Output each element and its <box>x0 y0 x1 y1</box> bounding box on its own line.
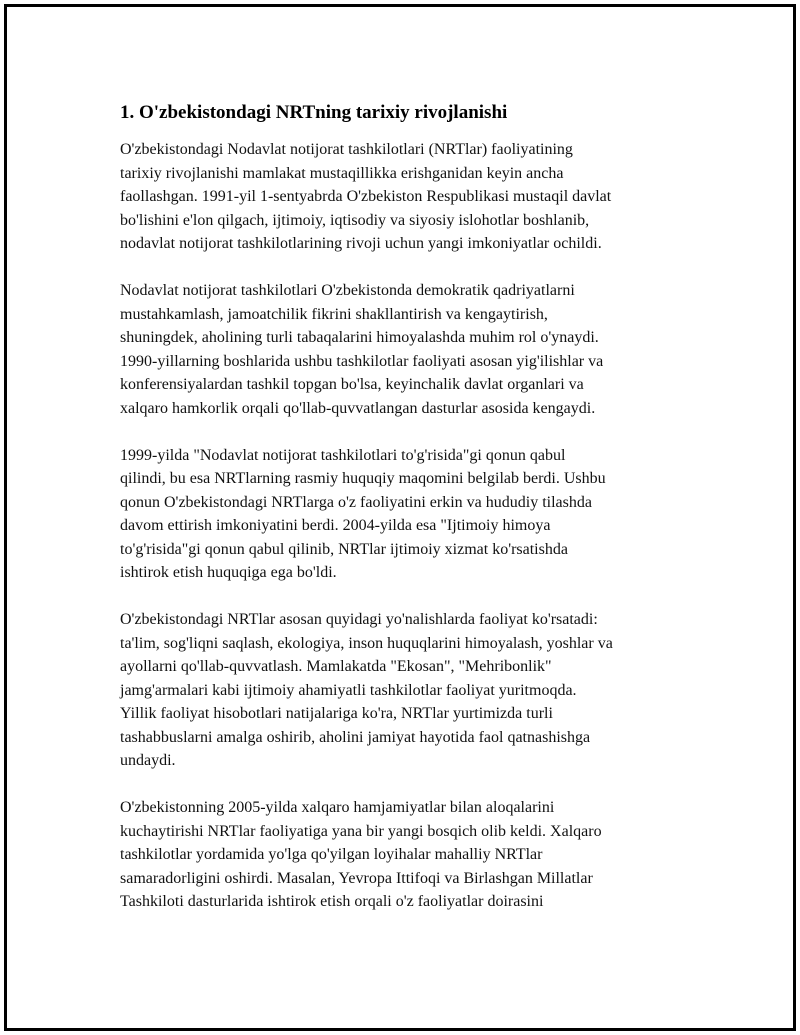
text-line: ayollarni qo'llab-quvvatlash. Mamlakatda "Ekosan", "Mehribonlik" <box>120 658 552 675</box>
text-line: 1990-yillarning boshlarida ushbu tashkilotlar faoliyati asosan yig'ilishlar va <box>120 352 604 370</box>
paragraph-2 <box>120 279 695 420</box>
paragraph-5 <box>120 796 695 914</box>
document-body <box>120 97 695 937</box>
text-line: qilindi, bu esa NRTlarning rasmiy huquqiy maqomini belgilab berdi. Ushbu <box>120 470 606 487</box>
paragraph-3 <box>120 444 695 585</box>
text-line: ishtirok etish huquqiga ega bo'ldi. <box>120 564 337 581</box>
text-line: faollashgan. 1991-yil 1-sentyabrda O'zbekiston Respublikasi mustaqil davlat <box>120 188 612 205</box>
text-line: mustahkamlash, jamoatchilik fikrini shakllantirish va kengaytirish, <box>120 305 548 323</box>
page-frame <box>4 4 796 1031</box>
text-line: samaradorligini oshirdi. Masalan, Yevropa Ittifoqi va Birlashgan Millatlar <box>120 869 593 887</box>
text-line: konferensiyalardan tashkil topgan bo'lsa, keyinchalik davlat organlari va <box>120 376 584 393</box>
text-line: tashkilotlar yordamida yo'lga qo'yilgan loyihalar mahalliy NRTlar <box>120 846 543 863</box>
text-line: tarixiy rivojlanishi mamlakat mustaqillikka erishganidan keyin ancha <box>120 164 564 182</box>
section-title: 1. O'zbekistondagi NRTning tarixiy rivojlanishi <box>120 102 508 123</box>
text-line: to'g'risida"gi qonun qabul qilinib, NRTlar ijtimoiy xizmat ko'rsatishda <box>120 540 568 558</box>
text-line: ta'lim, sog'liqni saqlash, ekologiya, inson huquqlarini himoyalash, yoshlar va <box>120 634 613 652</box>
text-line: O'zbekistonning 2005-yilda xalqaro hamjamiyatlar bilan aloqalarini <box>120 799 555 816</box>
paragraph-1 <box>120 138 695 256</box>
text-line: O'zbekistondagi Nodavlat notijorat tashkilotlari (NRTlar) faoliyatining <box>120 141 573 158</box>
text-line: tashabbuslarni amalga oshirib, aholini jamiyat hayotida faol qatnashishga <box>120 728 591 746</box>
text-line: Tashkiloti dasturlarida ishtirok etish orqali o'z faoliyatlar doirasini <box>120 893 544 910</box>
text-line: xalqaro hamkorlik orqali qo'llab-quvvatlangan dasturlar asosida kengaydi. <box>120 399 596 417</box>
text-line: davom ettirish imkoniyatini berdi. 2004-yilda esa "Ijtimoiy himoya <box>120 517 551 534</box>
text-line: 1999-yilda "Nodavlat notijorat tashkilotlari to'g'risida"gi qonun qabul <box>120 446 566 464</box>
text-line: bo'lishini e'lon qilgach, ijtimoiy, iqtisodiy va siyosiy islohotlar boshlanib, <box>120 211 590 229</box>
text-line: nodavlat notijorat tashkilotlarining rivoji uchun yangi imkoniyatlar ochildi. <box>120 235 602 252</box>
text-line: Yillik faoliyat hisobotlari natijalariga ko'ra, NRTlar yurtimizda turli <box>120 705 553 722</box>
text-line: jamg'armalari kabi ijtimoiy ahamiyatli tashkilotlar faoliyat yuritmoqda. <box>120 681 577 699</box>
text-line: undaydi. <box>120 752 176 769</box>
text-line: qonun O'zbekistondagi NRTlarga o'z faoliyatini erkin va hududiy tilashda <box>120 493 592 511</box>
text-line: kuchaytirishi NRTlar faoliyatiga yana bir yangi bosqich olib keldi. Xalqaro <box>120 822 602 840</box>
text-line: shuningdek, aholining turli tabaqalarini himoyalashda muhim rol o'ynaydi. <box>120 329 599 346</box>
text-line: Nodavlat notijorat tashkilotlari O'zbekistonda demokratik qadriyatlarni <box>120 282 575 299</box>
paragraph-4 <box>120 608 695 773</box>
text-line: O'zbekistondagi NRTlar asosan quyidagi yo'nalishlarda faoliyat ko'rsatadi: <box>120 611 598 628</box>
